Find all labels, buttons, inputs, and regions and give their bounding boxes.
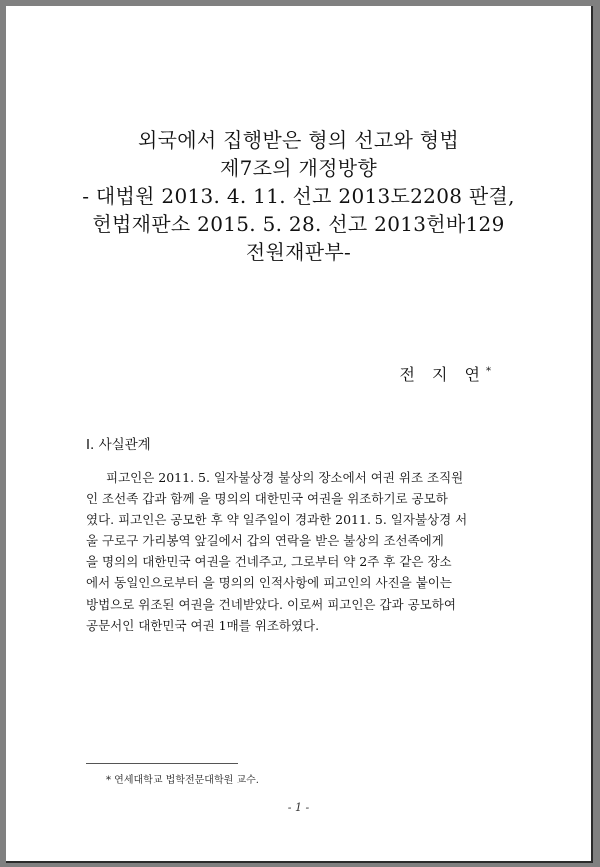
document-title xyxy=(6,126,591,266)
page-number: - 1 - xyxy=(287,801,310,814)
footnote-divider xyxy=(86,763,238,764)
body-paragraph xyxy=(86,467,526,636)
section-heading: I. 사실관계 xyxy=(86,437,151,453)
author-name xyxy=(399,362,491,385)
paragraph-line: 에서 동일인으로부터 을 명의의 인적사항에 피고인의 사진을 붙이는 xyxy=(86,575,452,591)
author-name-text: 전 지 연 xyxy=(399,365,486,384)
title-line: 외국에서 집행받은 형의 선고와 형법 xyxy=(138,128,459,152)
paragraph-line: 인 조선족 갑과 함께 을 명의의 대한민국 여권을 위조하기로 공모하 xyxy=(86,491,448,507)
author-footnote-mark: * xyxy=(486,366,491,377)
subtitle-line: 헌법재판소 2015. 5. 28. 선고 2013헌바129 xyxy=(92,212,505,236)
paragraph-line: 공문서인 대한민국 여권 1매를 위조하였다. xyxy=(86,617,320,633)
paragraph-line: 였다. 피고인은 공모한 후 약 일주일이 경과한 2011. 5. 일자불상경 서 xyxy=(86,512,468,528)
footnote: * 연세대학교 법학전문대학원 교수. xyxy=(106,775,259,786)
paragraph-line: 방법으로 위조된 여권을 건네받았다. 이로써 피고인은 갑과 공모하여 xyxy=(86,596,456,612)
paragraph-line: 피고인은 2011. 5. 일자불상경 불상의 장소에서 여권 위조 조직원 xyxy=(106,470,464,485)
paragraph-line: 을 명의의 대한민국 여권을 건네주고, 그로부터 약 2주 후 같은 장소 xyxy=(86,554,452,570)
title-line: 제7조의 개정방향 xyxy=(219,156,378,180)
subtitle-line: 전원재판부- xyxy=(245,240,352,264)
document-page xyxy=(6,6,593,863)
paragraph-line: 울 구로구 가리봉역 앞길에서 갑의 연락을 받은 불상의 조선족에게 xyxy=(86,533,444,549)
subtitle-line: - 대법원 2013. 4. 11. 선고 2013도2208 판결, xyxy=(82,184,515,208)
